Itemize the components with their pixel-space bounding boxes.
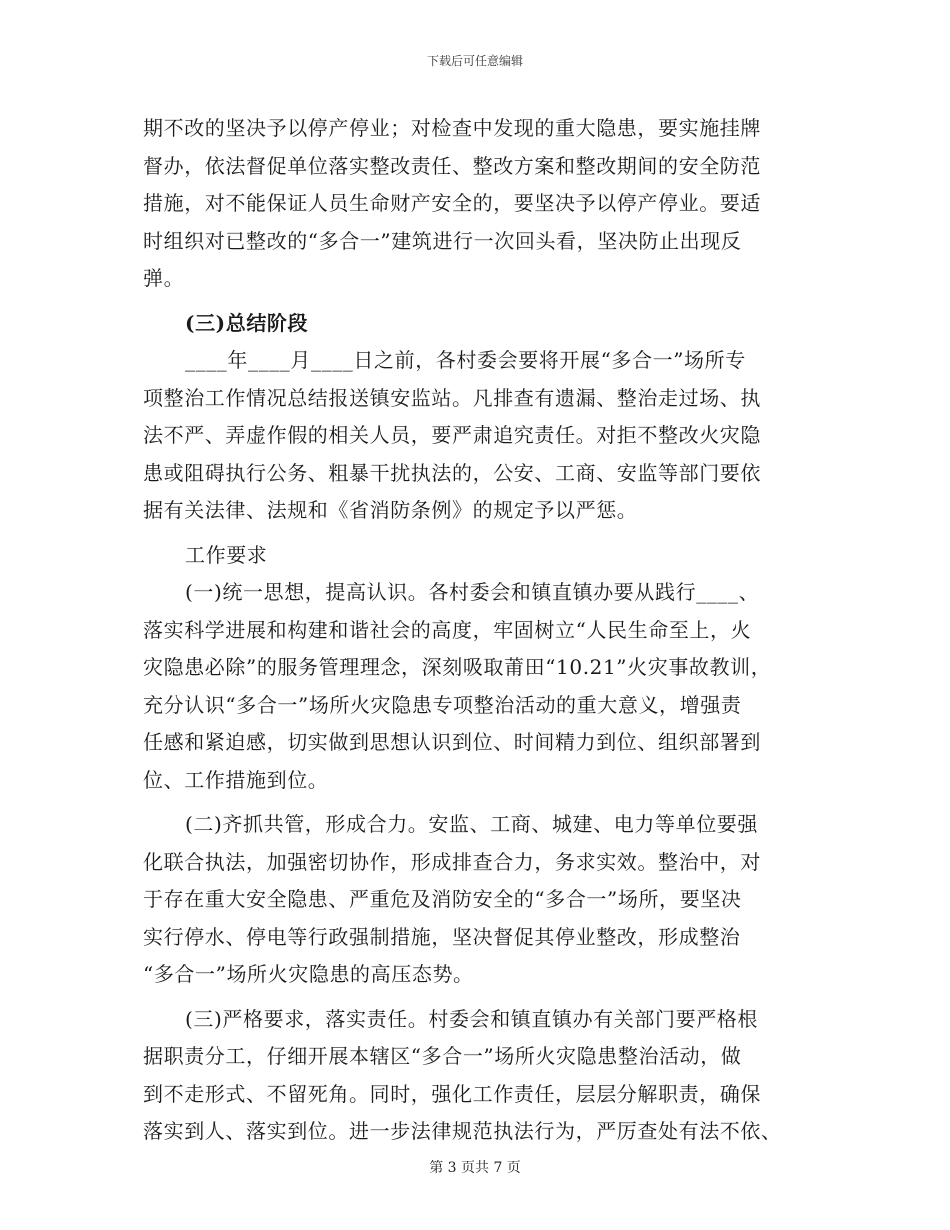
body-line: 位、工作措施到位。 (143, 767, 329, 792)
body-line: (三)严格要求，落实责任。村委会和镇直镇办有关部门要严格根 (185, 1006, 759, 1031)
document-body (143, 110, 823, 1151)
body-line: 到不走形式、不留死角。同时，强化工作责任，层层分解职责，确保 (143, 1081, 761, 1106)
body-line: 据职责分工，仔细开展本辖区“多合一”场所火灾隐患整治活动，做 (143, 1044, 742, 1068)
page-header: 下载后可任意编辑 (426, 54, 523, 68)
body-line: 据有关法律、法规和《省消防条例》的规定予以严惩。 (143, 498, 638, 522)
body-line: ____年____月____日之前，各村委会要将开展“多合一”场所专 (185, 348, 746, 372)
body-line: 化联合执法，加强密切协作，形成排查合力，务求实效。整治中，对 (143, 849, 761, 874)
body-line: 弹。 (143, 266, 185, 290)
body-line: 法不严、弄虚作假的相关人员，要严肃追究责任。对拒不整改火灾隐 (143, 423, 761, 447)
body-line: “多合一”场所火灾隐患的高压态势。 (143, 962, 474, 986)
body-line: 项整治工作情况总结报送镇安监站。凡排查有遗漏、整治走过场、执 (143, 385, 761, 410)
body-line: 措施，对不能保证人员生命财产安全的，要坚决予以停产停业。要适 (143, 191, 761, 215)
section-heading: (三)总结阶段 (185, 310, 309, 335)
body-line: 患或阻碍执行公务、粗暴干扰执法的，公安、工商、安监等部门要依 (143, 460, 761, 485)
body-line: 落实科学进展和构建和谐社会的高度，牢固树立“人民生命至上，火 (143, 617, 752, 642)
body-line: (一)统一思想，提高认识。各村委会和镇直镇办要从践行____、 (185, 580, 760, 604)
body-line: 于存在重大安全隐患、严重危及消防安全的“多合一”场所，要坚决 (143, 887, 742, 911)
body-line: 灾隐患必除”的服务管理理念，深刻吸取莆田“10.21”火灾事故教训， (143, 655, 772, 679)
body-line: 实行停水、停电等行政强制措施，坚决督促其停业整改，形成整治 (143, 924, 741, 949)
body-line: (二)齐抓共管，形成合力。安监、工商、城建、电力等单位要强 (185, 812, 759, 836)
body-line: 期不改的坚决予以停产停业；对检查中发现的重大隐患，要实施挂牌 (143, 116, 761, 140)
body-line: 时组织对已整改的“多合一”建筑进行一次回头看，坚决防止出现反 (143, 228, 742, 253)
section-heading: 工作要求 (185, 542, 268, 567)
body-line: 落实到人、落实到位。进一步法律规范执法行为，严厉查处有法不依、 (143, 1119, 782, 1143)
body-line: 任感和紧迫感，切实做到思想认识到位、时间精力到位、组织部署到 (143, 730, 761, 754)
page-footer: 第 3 页共 7 页 (429, 1160, 521, 1176)
body-line: 督办，依法督促单位落实整改责任、整改方案和整改期间的安全防范 (143, 153, 761, 178)
body-line: 充分认识“多合一”场所火灾隐患专项整治活动的重大意义，增强责 (143, 692, 742, 717)
